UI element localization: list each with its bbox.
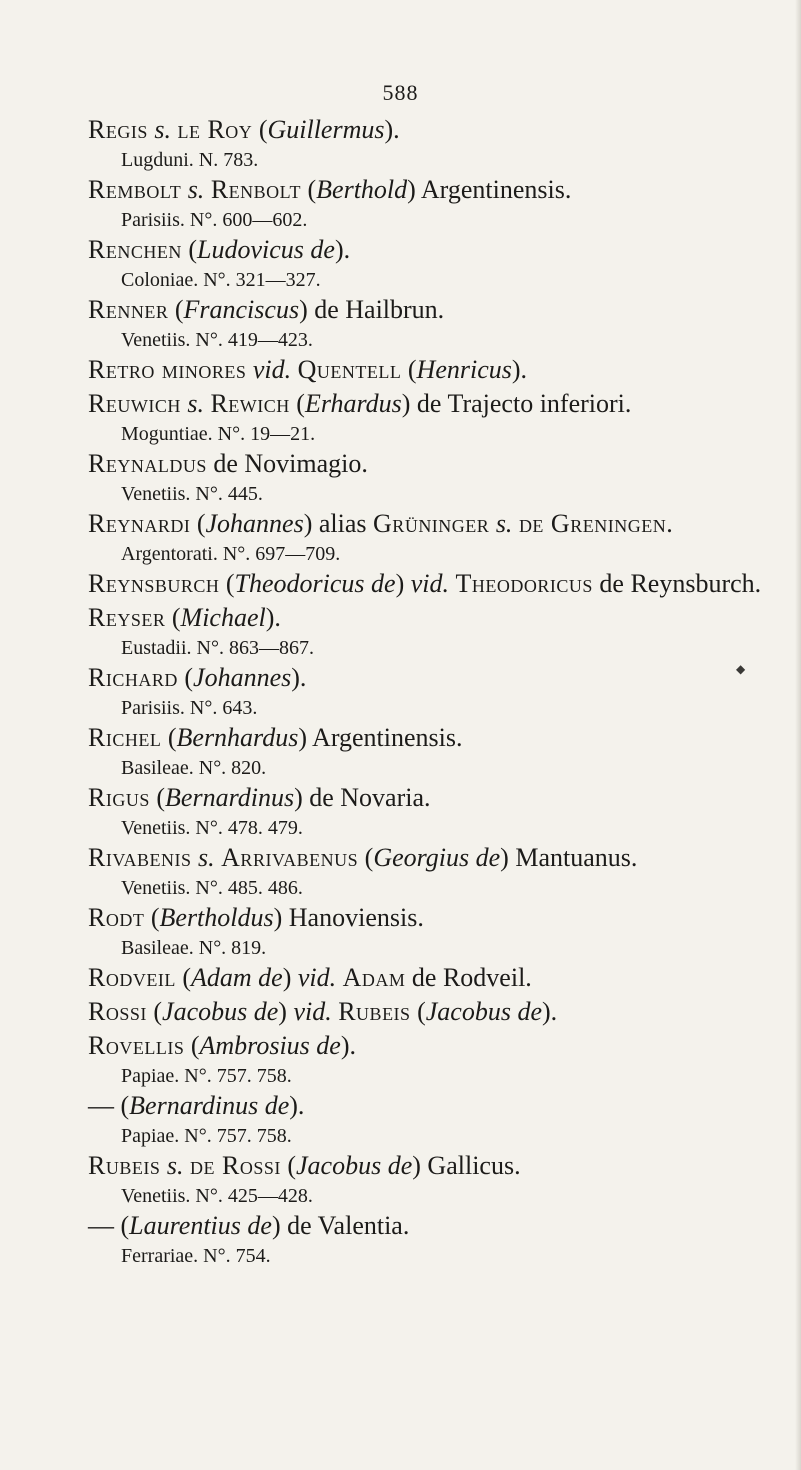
entry-italic-text: Franciscus <box>183 295 300 324</box>
entry-heading <box>88 113 788 147</box>
index-entry <box>88 173 788 233</box>
entry-name-smallcaps: Theodoricus <box>455 569 593 598</box>
entry-text: ( <box>149 783 166 812</box>
entry-italic-text: vid. <box>293 997 332 1026</box>
index-entry <box>88 961 788 995</box>
entry-text: ). <box>265 603 281 632</box>
entry-name-smallcaps: Grüninger <box>373 509 490 538</box>
entry-name-smallcaps: Rossi <box>88 997 147 1026</box>
entry-location: Ferrariae. N°. 754. <box>121 1245 271 1267</box>
entry-name-smallcaps: Rodt <box>88 903 145 932</box>
entry-location: Venetiis. N°. 419—423. <box>121 329 313 351</box>
entry-text: ( <box>219 569 235 598</box>
entry-text: ( <box>181 235 198 264</box>
entry-italic-text: Jacobus de <box>425 997 542 1026</box>
entry-text: ( <box>184 1031 200 1060</box>
entry-italic-text: Johannes <box>205 509 304 538</box>
entry-heading <box>88 841 788 875</box>
entry-name-smallcaps: Rigus <box>88 783 150 812</box>
entry-heading <box>88 387 788 421</box>
entry-text: ). <box>340 1031 356 1060</box>
entry-name-smallcaps: Rubeis <box>338 997 411 1026</box>
index-entry <box>88 781 788 841</box>
entry-location: Coloniae. N°. 321—327. <box>121 269 321 291</box>
entry-text: ). <box>334 235 351 264</box>
entry-name-smallcaps: Rubeis <box>88 1151 161 1180</box>
entry-italic-text: Guillermus <box>267 115 385 144</box>
entry-italic-text: Johannes <box>193 663 292 692</box>
entry-text: ) <box>282 963 298 992</box>
entry-text: ( <box>177 663 194 692</box>
entry-text: ( <box>301 175 317 204</box>
entry-location: Argentorati. N°. 697—709. <box>121 543 341 565</box>
entry-text: ) Argentinensis. <box>298 723 463 752</box>
entry-italic-text: Jacobus de <box>162 997 279 1026</box>
entry-heading <box>88 721 788 755</box>
page-number: 588 <box>382 80 419 105</box>
entry-heading <box>88 1029 788 1063</box>
entry-text: ). <box>384 115 400 144</box>
entry-text: ) Mantuanus. <box>500 843 638 872</box>
entry-heading <box>88 661 788 695</box>
entry-location: Moguntiae. N°. 19—21. <box>121 423 316 445</box>
entry-italic-text: Bertholdus <box>159 903 274 932</box>
entry-text: ( <box>280 1151 297 1180</box>
entry-text: ( <box>144 903 160 932</box>
entry-name-smallcaps: le Roy <box>177 115 253 144</box>
index-entry <box>88 507 788 567</box>
entry-name-smallcaps: Reynaldus <box>88 449 207 478</box>
entry-location: Venetiis. N°. 478. 479. <box>121 817 303 839</box>
entry-text: de Novimagio. <box>206 449 368 478</box>
entry-italic-text: s. <box>495 509 513 538</box>
entry-name-smallcaps: Richel <box>88 723 162 752</box>
entry-location: Venetiis. N°. 485. 486. <box>121 877 303 899</box>
index-entry <box>88 901 788 961</box>
entry-location: Eustadii. N°. 863—867. <box>121 637 314 659</box>
entry-text: ) Hanoviensis. <box>273 903 424 932</box>
entry-name-smallcaps: Adam <box>342 963 406 992</box>
index-entry <box>88 1089 788 1149</box>
entry-heading <box>88 781 788 815</box>
entry-text: ) de Valentia. <box>271 1211 410 1240</box>
entry-italic-text: vid. <box>410 569 450 598</box>
entry-name-smallcaps: Rewich <box>210 389 290 418</box>
entry-heading <box>88 447 788 481</box>
entry-name-smallcaps: Regis <box>88 115 148 144</box>
entry-location: Lugduni. N. 783. <box>121 149 259 171</box>
entry-heading <box>88 995 788 1029</box>
margin-mark: ◆ <box>736 662 746 676</box>
entry-italic-text: Erhardus <box>304 389 402 418</box>
entry-location: Papiae. N°. 757. 758. <box>121 1065 292 1087</box>
entry-name-smallcaps: Reuwich <box>88 389 181 418</box>
entry-name-smallcaps: Quentell <box>297 355 402 384</box>
index-entry <box>88 1149 788 1209</box>
entry-text: ) <box>395 569 411 598</box>
entry-italic-text: Ludovicus de <box>197 235 335 264</box>
entry-italic-text: Bernardinus de <box>129 1091 290 1120</box>
entry-italic-text: Georgius de <box>373 843 501 872</box>
entry-name-smallcaps: Rovellis <box>88 1031 185 1060</box>
entry-location: Basileae. N°. 820. <box>121 757 267 779</box>
entry-text: ) Gallicus. <box>412 1151 521 1180</box>
entry-text: ( <box>289 389 305 418</box>
entry-heading <box>88 1149 788 1183</box>
entry-italic-text: s. <box>187 389 204 418</box>
entry-text: ) Argentinensis. <box>407 175 572 204</box>
entry-name-smallcaps: Renchen <box>88 235 182 264</box>
entry-location: Venetiis. N°. 425—428. <box>121 1185 313 1207</box>
entry-italic-text: Henricus <box>416 355 512 384</box>
index-entry <box>88 233 788 293</box>
entry-name-smallcaps: de Greningen. <box>518 509 674 538</box>
index-entry <box>88 1029 788 1089</box>
entry-text: — ( <box>88 1091 130 1120</box>
entry-location: Venetiis. N°. 445. <box>121 483 263 505</box>
index-entry <box>88 293 788 353</box>
page-edge-shadow <box>795 0 801 1470</box>
index-entry <box>88 387 788 447</box>
entry-text: ). <box>289 1091 305 1120</box>
index-entry <box>88 1209 788 1269</box>
entry-name-smallcaps: Reyser <box>88 603 166 632</box>
entry-text: ( <box>252 115 268 144</box>
entry-italic-text: Bernhardus <box>176 723 299 752</box>
entry-name-smallcaps: Reynsburch <box>88 569 220 598</box>
entry-italic-text: vid. <box>297 963 337 992</box>
entry-italic-text: s. <box>198 843 215 872</box>
entry-heading <box>88 567 788 601</box>
entry-text: ) de Novaria. <box>294 783 431 812</box>
entry-heading <box>88 961 788 995</box>
entry-text: ( <box>401 355 417 384</box>
entry-name-smallcaps: Rembolt <box>88 175 182 204</box>
index-entry <box>88 841 788 901</box>
entry-name-smallcaps: Rodveil <box>88 963 176 992</box>
entry-text: ( <box>358 843 374 872</box>
entry-name-smallcaps: Arrivabenus <box>221 843 359 872</box>
entry-italic-text: Michael <box>180 603 266 632</box>
entry-name-smallcaps: Rivabenis <box>88 843 192 872</box>
entry-text: ( <box>410 997 426 1026</box>
entry-text: — ( <box>88 1211 130 1240</box>
entry-heading <box>88 353 788 387</box>
index-entry <box>88 113 788 173</box>
entry-italic-text: s. <box>154 115 171 144</box>
entry-italic-text: Laurentius de <box>129 1211 272 1240</box>
entry-heading <box>88 507 788 541</box>
entry-text: ). <box>542 997 558 1026</box>
entry-text: ) <box>278 997 294 1026</box>
entry-italic-text: Bernardinus <box>165 783 295 812</box>
entry-text: ( <box>165 603 181 632</box>
entry-text: ) de Trajecto inferiori. <box>401 389 632 418</box>
entry-location: Papiae. N°. 757. 758. <box>121 1125 292 1147</box>
entry-italic-text: s. <box>166 1151 184 1180</box>
index-entries <box>88 113 788 1269</box>
index-entry <box>88 995 788 1029</box>
index-entry <box>88 661 788 721</box>
entry-text: ). <box>291 663 307 692</box>
entry-location: Parisiis. N°. 643. <box>121 697 258 719</box>
entry-italic-text: s. <box>187 175 205 204</box>
entry-italic-text: Jacobus de <box>296 1151 413 1180</box>
entry-heading <box>88 173 788 207</box>
entry-italic-text: Theodoricus de <box>234 569 396 598</box>
entry-text: ( <box>175 963 191 992</box>
entry-text: ) alias <box>303 509 374 538</box>
entry-heading <box>88 901 788 935</box>
entry-name-smallcaps: Renner <box>88 295 169 324</box>
entry-heading <box>88 601 788 635</box>
entry-italic-text: Ambrosius de <box>199 1031 341 1060</box>
entry-italic-text: Berthold <box>316 175 408 204</box>
entry-heading <box>88 233 788 267</box>
entry-heading <box>88 1209 788 1243</box>
index-entry <box>88 353 788 387</box>
entry-text: ( <box>190 509 206 538</box>
entry-location: Parisiis. N°. 600—602. <box>121 209 308 231</box>
entry-text: ) de Hailbrun. <box>299 295 445 324</box>
entry-text: de Reynsburch. <box>592 569 762 598</box>
entry-text: ( <box>146 997 163 1026</box>
entry-name-smallcaps: Renbolt <box>210 175 301 204</box>
entry-name-smallcaps: Richard <box>88 663 178 692</box>
entry-name-smallcaps: Reynardi <box>88 509 191 538</box>
entry-heading <box>88 1089 788 1123</box>
index-entry <box>88 601 788 661</box>
entry-text: ( <box>168 295 184 324</box>
entry-name-smallcaps: de Rossi <box>189 1151 281 1180</box>
index-entry <box>88 567 788 601</box>
index-entry <box>88 447 788 507</box>
entry-text: ). <box>511 355 528 384</box>
entry-location: Basileae. N°. 819. <box>121 937 267 959</box>
entry-name-smallcaps: Retro minores <box>88 355 247 384</box>
entry-text: de Rodveil. <box>405 963 532 992</box>
entry-italic-text: Adam de <box>191 963 283 992</box>
index-entry <box>88 721 788 781</box>
entry-italic-text: vid. <box>252 355 292 384</box>
entry-heading <box>88 293 788 327</box>
entry-text: ( <box>161 723 177 752</box>
